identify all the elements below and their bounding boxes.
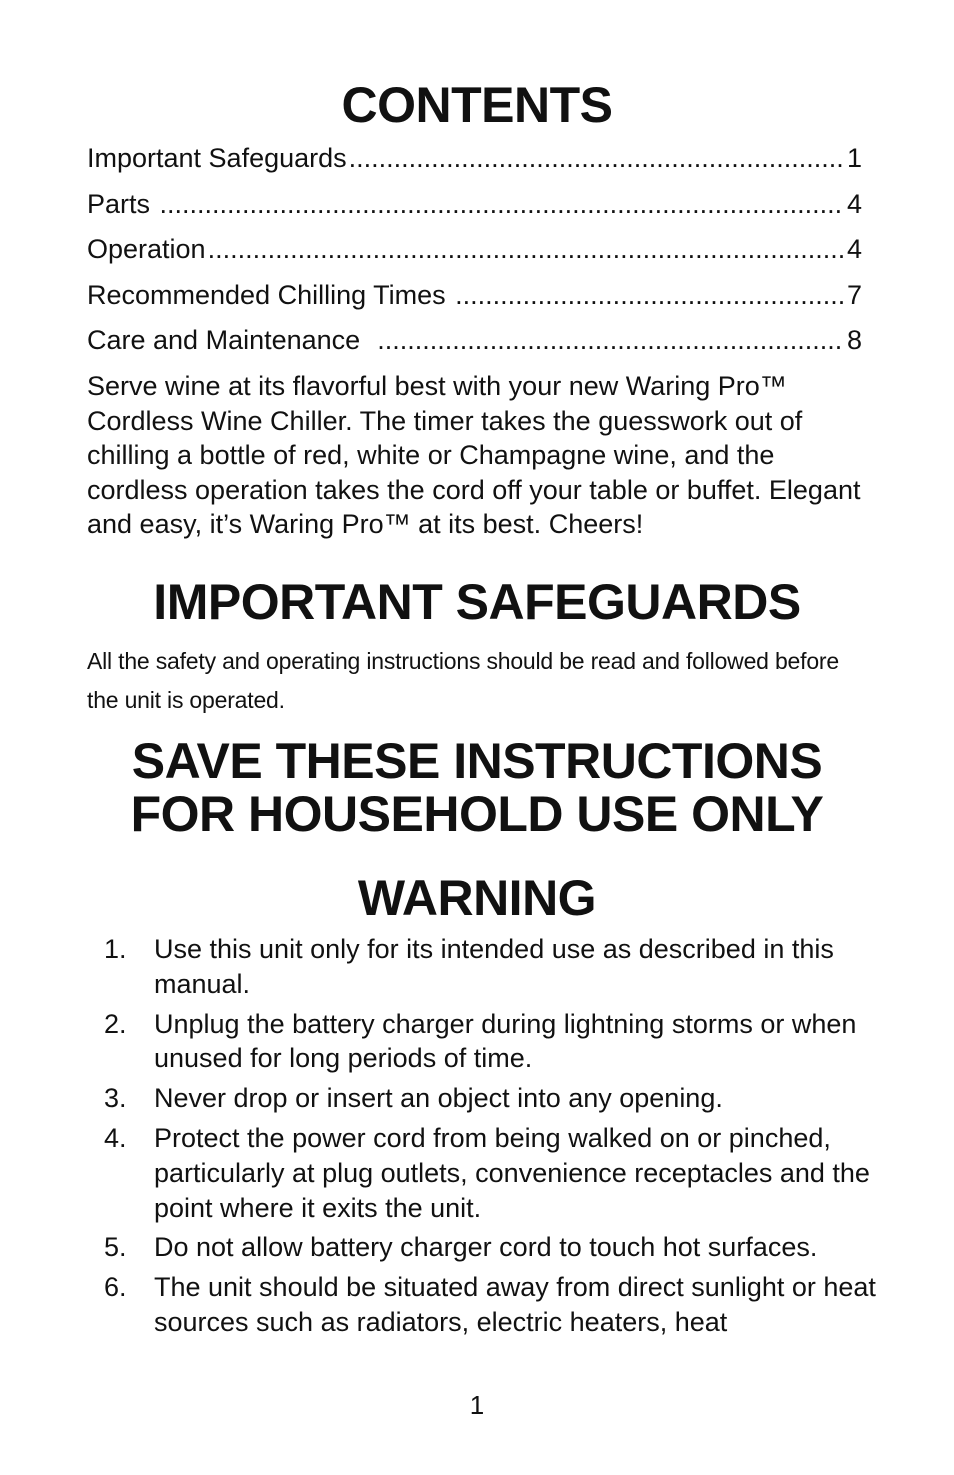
save-heading-line-2: FOR HOUSEHOLD USE ONLY bbox=[130, 786, 824, 842]
toc-entry-page: 1 bbox=[846, 143, 862, 173]
toc-entry-label: Important Safeguards bbox=[87, 143, 347, 173]
toc-entry-label: Parts bbox=[87, 188, 158, 219]
table-of-contents bbox=[87, 140, 862, 368]
warning-item bbox=[100, 932, 880, 1002]
save-heading-line-1: SAVE THESE INSTRUCTIONS bbox=[131, 733, 823, 789]
warning-item-number: 2. bbox=[104, 1008, 127, 1039]
warning-item bbox=[100, 1230, 880, 1265]
toc-leader-dots bbox=[208, 231, 843, 267]
toc-entry-label: Care and Maintenance bbox=[87, 325, 376, 355]
toc-entry-label: Recommended Chilling Times bbox=[87, 279, 454, 310]
toc-entry-page: 4 bbox=[846, 234, 862, 264]
toc-leader-dots bbox=[455, 277, 843, 313]
warning-item bbox=[100, 1081, 880, 1116]
save-instructions-heading bbox=[0, 735, 954, 841]
toc-entry-chilling-times bbox=[87, 277, 862, 323]
toc-entry-care-maintenance bbox=[87, 322, 862, 368]
toc-entry-page: 7 bbox=[846, 279, 862, 310]
warning-item-text: Never drop or insert an object into any opening. bbox=[154, 1083, 723, 1114]
toc-entry-page: 4 bbox=[846, 188, 862, 219]
warning-item-text: Do not allow battery charger cord to touch hot surfaces. bbox=[154, 1232, 818, 1263]
warning-item bbox=[100, 1270, 880, 1340]
warning-item-number: 3. bbox=[104, 1083, 127, 1114]
toc-leader-dots bbox=[160, 186, 843, 222]
warning-item-number: 6. bbox=[104, 1272, 127, 1303]
toc-entry-operation bbox=[87, 231, 862, 277]
warning-item-text: Protect the power cord from being walked on or pinched, particularly at plug outlets, convenience receptacles and the point where it exits the unit. bbox=[154, 1122, 870, 1223]
warning-item-text: The unit should be situated away from direct sunlight or heat sources such as radiators, electric heaters, heat bbox=[154, 1272, 876, 1337]
warning-item bbox=[100, 1121, 880, 1225]
warning-item-number: 5. bbox=[104, 1232, 127, 1263]
warning-heading: WARNING bbox=[357, 870, 597, 926]
safeguards-heading: IMPORTANT SAFEGUARDS bbox=[153, 574, 801, 630]
safety-note: All the safety and operating instructions should be read and followed before the unit is operated. bbox=[87, 648, 839, 713]
intro-paragraph: Serve wine at its flavorful best with your new Waring Pro™ Cordless Wine Chiller. The timer takes the guesswork out of chilling a bottle of red, white or Champagne wine, and the cordless operation takes the cord off your table or buffet. Elegant and easy, it’s Waring Pro™ at its best. Cheers! bbox=[87, 371, 861, 540]
toc-entry-label: Operation bbox=[87, 234, 206, 264]
toc-leader-dots bbox=[377, 322, 843, 358]
warning-item-number: 4. bbox=[104, 1122, 127, 1153]
toc-entry-parts bbox=[87, 186, 862, 232]
toc-entry-page: 8 bbox=[846, 325, 862, 355]
warning-item bbox=[100, 1007, 880, 1077]
toc-entry-important-safeguards bbox=[87, 140, 862, 186]
warning-item-text: Unplug the battery charger during lightning storms or when unused for long periods of time. bbox=[154, 1008, 857, 1074]
contents-heading: CONTENTS bbox=[341, 77, 613, 133]
page-number: 1 bbox=[469, 1390, 485, 1420]
warning-item-text: Use this unit only for its intended use as described in this manual. bbox=[154, 934, 834, 999]
toc-leader-dots bbox=[349, 140, 843, 176]
warning-list bbox=[100, 932, 880, 1345]
warning-item-number: 1. bbox=[104, 934, 127, 964]
